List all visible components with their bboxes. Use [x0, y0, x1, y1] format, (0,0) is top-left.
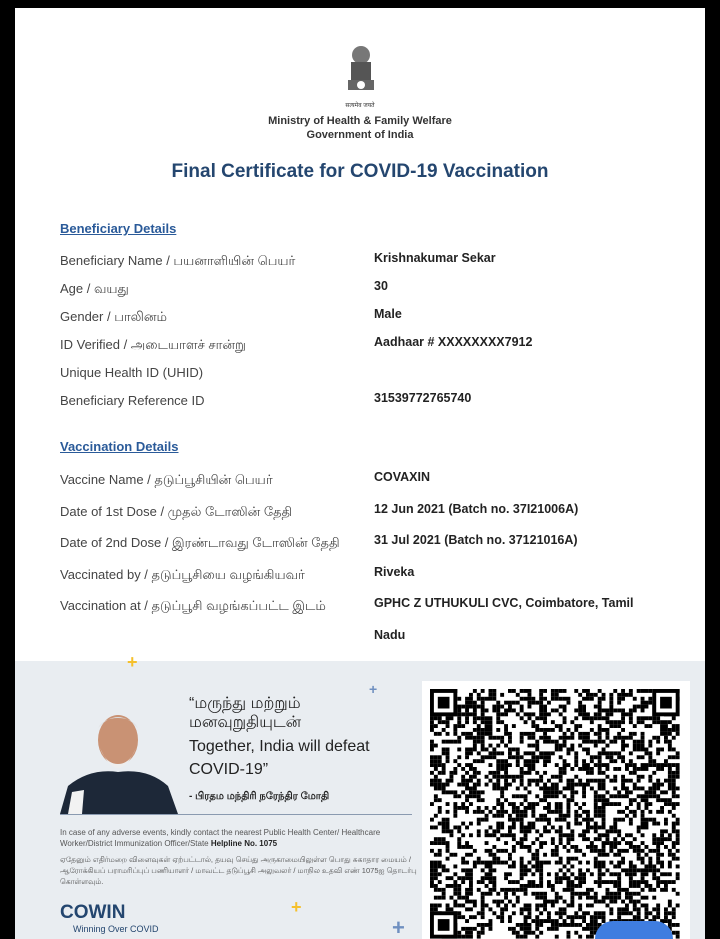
detail-label: Beneficiary Name / பயனாளியின் பெயர் [60, 253, 296, 268]
divider [60, 814, 412, 815]
plus-icon: + [369, 681, 378, 697]
quote-line: “மருந்து மற்றும் [189, 695, 301, 712]
detail-row [60, 365, 700, 380]
vaccination-heading: Vaccination Details [60, 439, 179, 454]
detail-value: 31539772765740 [374, 391, 472, 405]
qr-code [422, 681, 690, 939]
plus-icon: + [127, 652, 138, 672]
cowin-logo: COWIN [60, 902, 126, 923]
pm-photo [60, 706, 178, 814]
quote-line: மனவுறுதியுடன் [189, 714, 302, 731]
detail-label: Beneficiary Reference ID [60, 393, 205, 408]
pm-quote [189, 694, 370, 781]
detail-value: 12 Jun 2021 (Batch no. 37I21006A) [374, 501, 579, 516]
detail-row [60, 393, 700, 408]
quote-line: COVID-19” [189, 761, 269, 778]
cowin-tagline: Winning Over COVID [73, 924, 159, 934]
detail-value: Nadu [374, 627, 406, 642]
detail-value: Aadhaar # XXXXXXXX7912 [374, 335, 533, 349]
government-name: Government of India [306, 129, 414, 141]
plus-icon: + [291, 897, 302, 917]
detail-label: Vaccination at / தடுப்பூசி வழங்கப்பட்ட இடம் [60, 598, 326, 613]
detail-row [60, 598, 700, 615]
page-title: Final Certificate for COVID-19 Vaccination [171, 161, 549, 182]
detail-label: Vaccinated by / தடுப்பூசியை வழங்கியவர் [60, 566, 305, 582]
detail-label: Date of 2nd Dose / இரண்டாவது டோஸின் தேதி [60, 535, 340, 550]
detail-row [60, 253, 700, 270]
detail-label: Vaccine Name / தடுப்பூசியின் பெயர் [60, 472, 273, 487]
detail-label: Unique Health ID (UHID) [60, 365, 204, 380]
detail-value: Riveka [374, 564, 415, 579]
detail-value: Male [374, 307, 402, 321]
ministry-name: Ministry of Health & Family Welfare [268, 115, 452, 127]
national-emblem-icon [343, 44, 379, 100]
detail-row [60, 309, 700, 326]
detail-label: Gender / பாலினம் [60, 309, 167, 324]
adverse-events-notice-tamil: ஏதேனும் எதிர்மறை விளைவுகள் ஏற்பட்டால், தயவு செய்து அருகாமையிலுள்ள பொது சுகாதார மையம் / ஆரோக்கியப் பராமரிப்புப் பணியாளர் / மாவட்ட தடுப்பூசி அலுவலர் / மாநில உதவி எண் 1075ஐ தொடர்பு கொள்ளவும். [60, 855, 417, 886]
detail-value: 31 Jul 2021 (Batch no. 37121016A) [374, 533, 578, 547]
detail-row [60, 337, 700, 354]
detail-label: ID Verified / அடையாளச் சான்று [60, 337, 246, 352]
detail-label: Age / வயது [60, 281, 129, 296]
certificate-page [15, 8, 705, 939]
detail-value: COVAXIN [374, 470, 431, 484]
quote-line: Together, India will defeat [189, 738, 370, 755]
detail-row [60, 281, 700, 298]
detail-label: Date of 1st Dose / முதல் டோஸின் தேதி [60, 503, 293, 519]
detail-value: GPHC Z UTHUKULI CVC, Coimbatore, Tamil [374, 596, 634, 610]
beneficiary-heading: Beneficiary Details [60, 221, 177, 236]
detail-row [60, 472, 700, 489]
adverse-events-notice: In case of any adverse events, kindly contact the nearest Public Health Center/ Healthcare Worker/District Immunization Officer/State Helpline No. 1075 [60, 828, 381, 848]
detail-row [60, 535, 700, 552]
detail-row [60, 564, 700, 584]
detail-value: Krishnakumar Sekar [374, 251, 496, 265]
plus-icon: + [392, 915, 405, 939]
qr-code-pattern [422, 681, 690, 939]
detail-value: 30 [374, 279, 388, 293]
quote-attribution: - பிரதம மந்திரி நரேந்திர மோதி [189, 791, 330, 802]
detail-row [60, 501, 700, 521]
floating-action-button[interactable] [595, 921, 673, 939]
emblem-caption: सत्यमेव जयते [345, 103, 375, 109]
